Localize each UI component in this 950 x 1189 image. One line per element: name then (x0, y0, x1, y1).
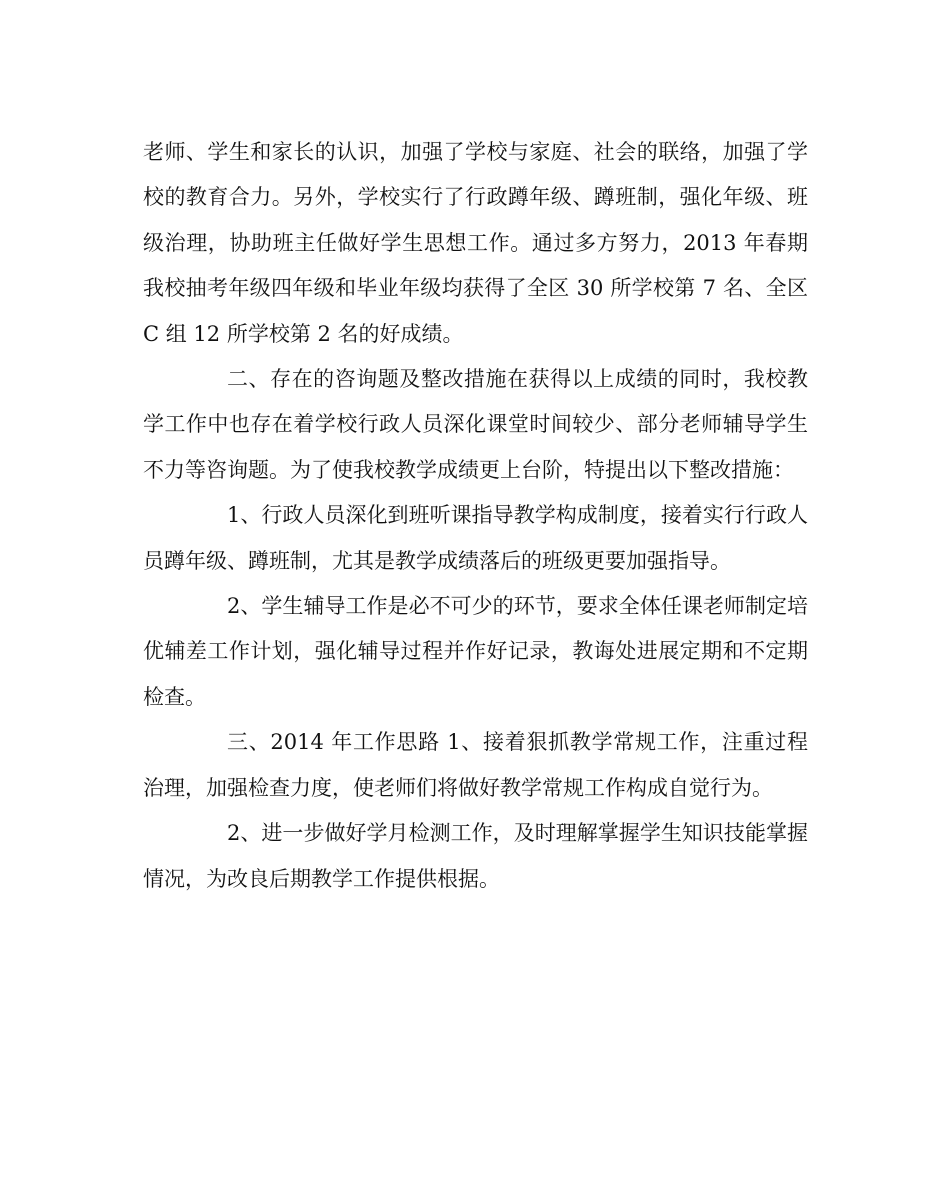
paragraph-section-two: 二、存在的咨询题及整改措施在获得以上成绩的同时，我校教学工作中也存在着学校行政人员深化课堂时间较少、部分老师辅导学生不力等咨询题。为了使我校教学成绩更上台阶，特提出以下整改措施： (143, 367, 808, 482)
paragraph-measure-two: 2、学生辅导工作是必不可少的环节，要求全体任课老师制定培优辅差工作计划，强化辅导过程并作好记录，教诲处进展定期和不定期检查。 (143, 594, 808, 709)
document-body (143, 130, 808, 902)
paragraph-continuation: 老师、学生和家长的认识，加强了学校与家庭、社会的联络，加强了学校的教育合力。另外，学校实行了行政蹲年级、蹲班制，强化年级、班级治理，协助班主任做好学生思想工作。通过多方努力，2013 年春期我校抽考年级四年级和毕业年级均获得了全区 30 所学校第 7 名、全区 C 组 12 所学校第 2 名的好成绩。 (143, 140, 808, 346)
paragraph-measure-one: 1、行政人员深化到班听课指导教学构成制度，接着实行行政人员蹲年级、蹲班制，尤其是教学成绩落后的班级更要加强指导。 (143, 503, 808, 573)
paragraph-plan-two: 2、进一步做好学月检测工作，及时理解掌握学生知识技能掌握情况，为改良后期教学工作提供根据。 (143, 821, 808, 891)
paragraph-section-three: 三、2014 年工作思路 1、接着狠抓教学常规工作，注重过程治理，加强检查力度，使老师们将做好教学常规工作构成自觉行为。 (143, 730, 808, 800)
